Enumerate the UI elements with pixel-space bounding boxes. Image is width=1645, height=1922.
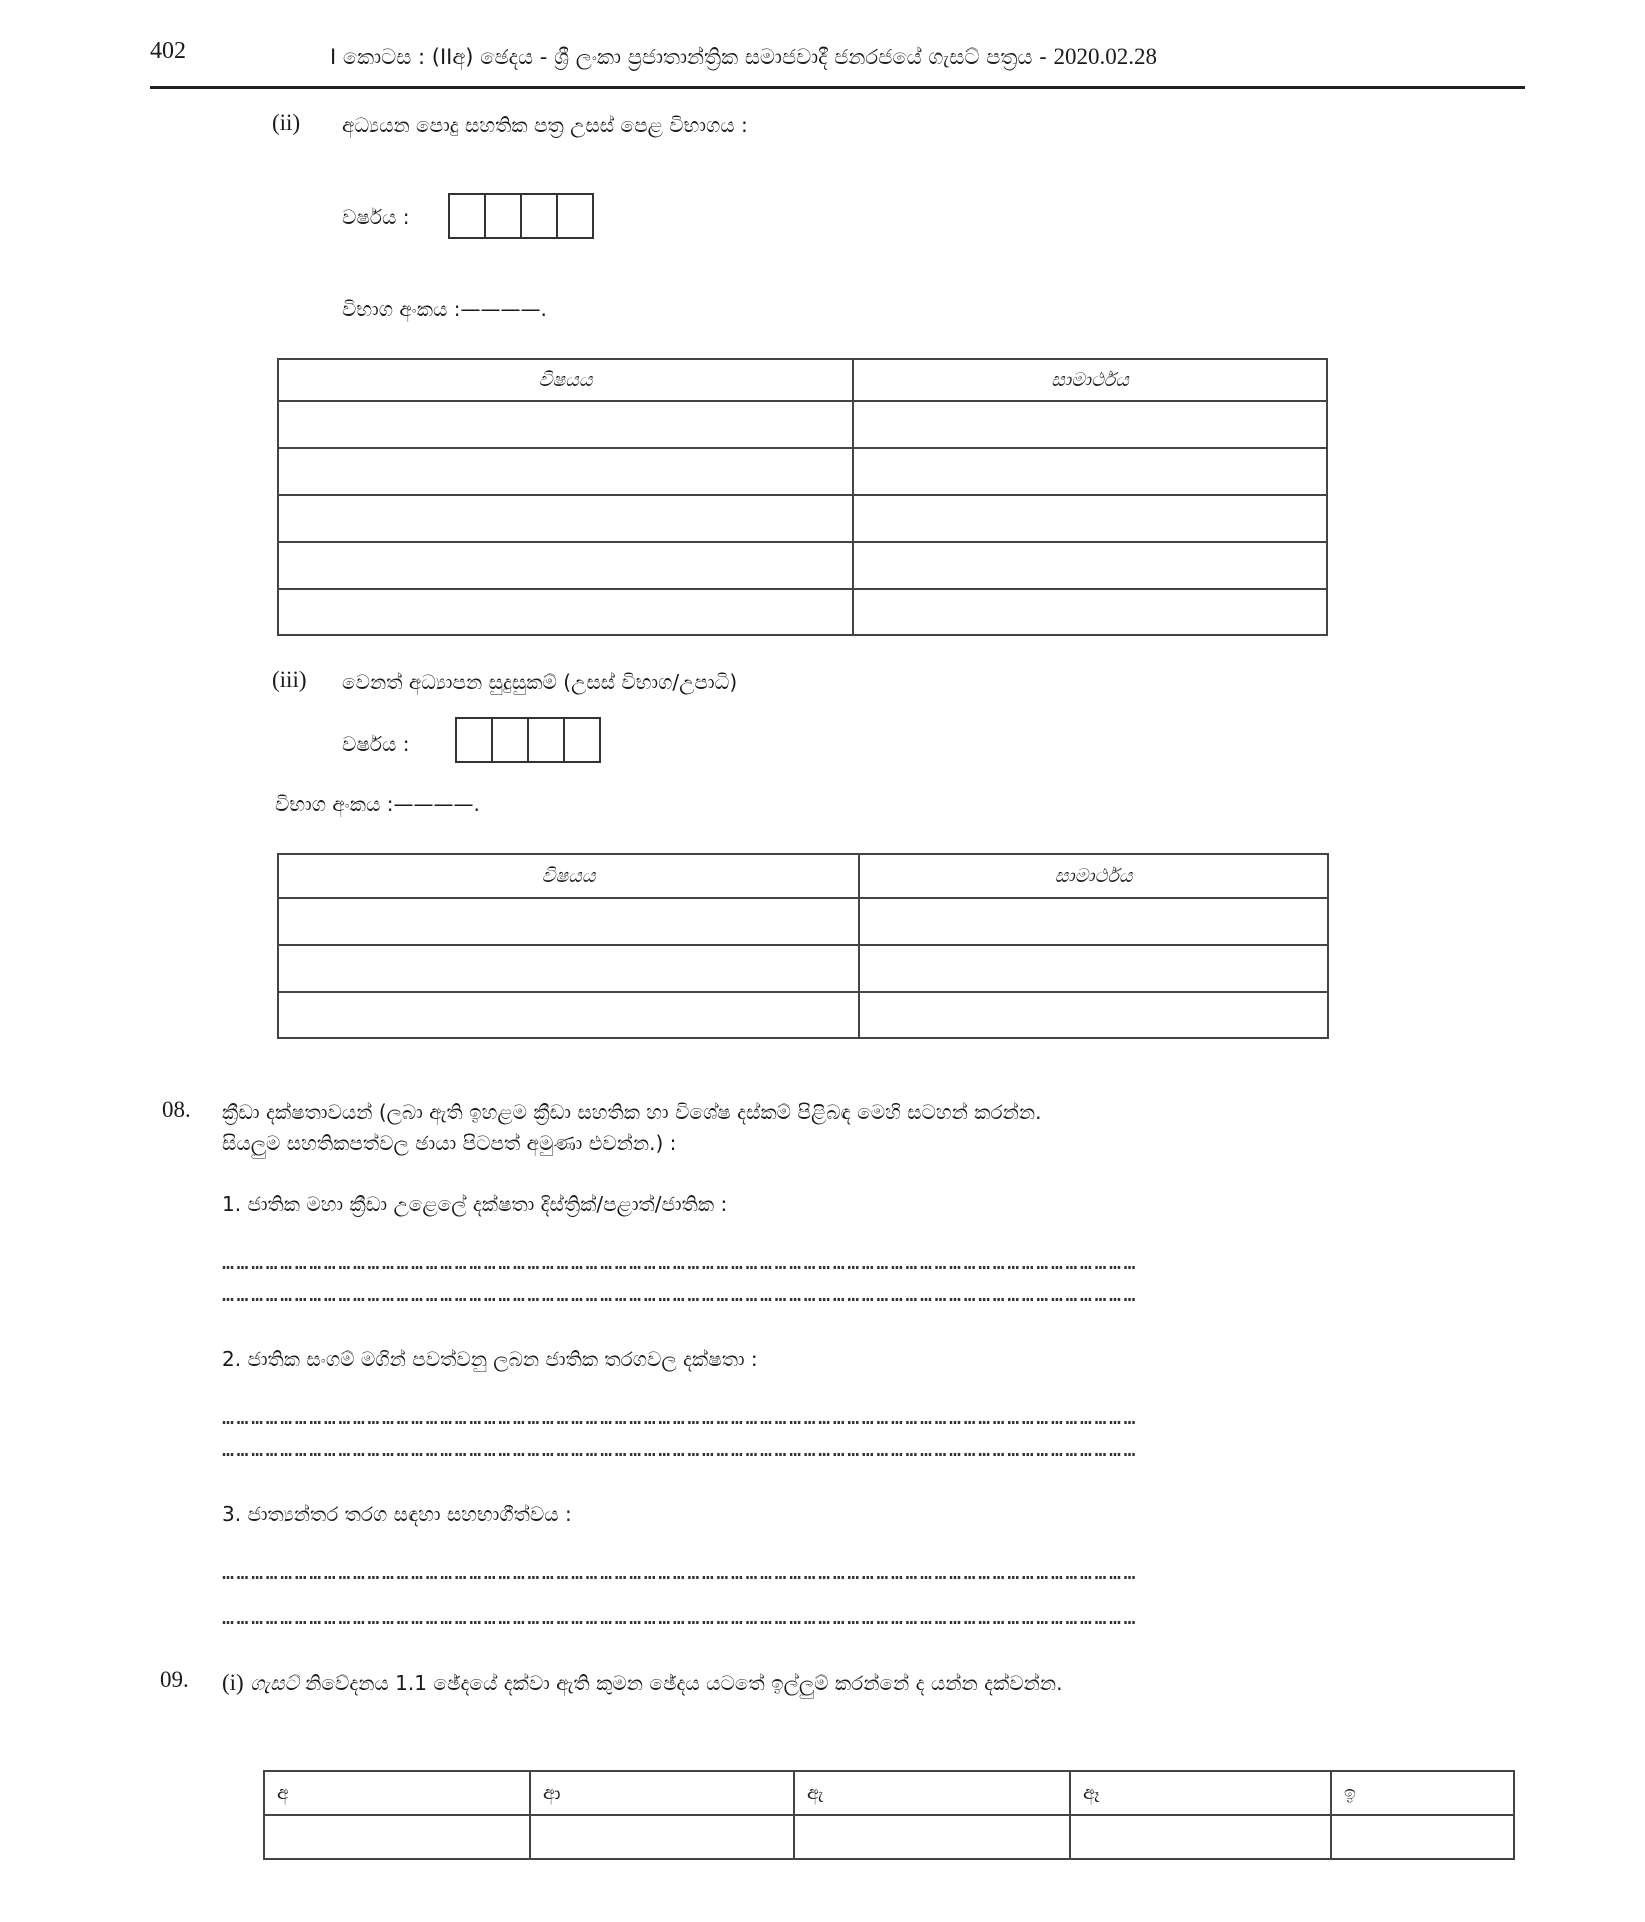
- table-row: [278, 542, 1327, 589]
- section-09-question-text: නිවේදනය 1.1 ඡේදයේ දක්වා ඇති කුමන ඡේදය යටතේ ඉල්ලුම් කරන්නේ ද යන්න දක්වන්න.: [298, 1671, 1063, 1695]
- gazette-word: ගැසට්: [250, 1671, 299, 1695]
- option-cell-ae[interactable]: [794, 1815, 1070, 1859]
- sports-item-1-dotted-line[interactable]: ………………………………………………………………………………………………………………………………………………………………………: [222, 1282, 1139, 1306]
- year-digit-box[interactable]: [522, 195, 558, 237]
- subject-cell[interactable]: [278, 542, 853, 589]
- column-header-result: සාමාර්ථය: [853, 359, 1327, 401]
- result-cell[interactable]: [859, 992, 1328, 1038]
- option-header-aa: ආ: [530, 1771, 794, 1815]
- header-title-text: I කොටස : (IIඅ) ඡෙදය - ශ්‍රී ලංකා ප්‍රජාතාන්ත්‍රික සමාජවාදී ජනරජයේ ගැසට් පත්‍රය -: [330, 45, 1054, 69]
- section-iii-title: වෙනත් අධ්‍යාපන සුදුසුකම් (උසස් විභාග/උපාධි): [342, 670, 738, 694]
- year-digit-box[interactable]: [486, 195, 522, 237]
- sports-item-3-label: 3. ජාත්‍යන්තර තරග සඳහා සහභාගීත්වය :: [222, 1502, 572, 1526]
- section-09-sub-number: (i): [222, 1670, 244, 1695]
- table-row: [278, 945, 1328, 992]
- sports-item-3-dotted-line[interactable]: ………………………………………………………………………………………………………………………………………………………………………: [222, 1605, 1139, 1629]
- section-09-question: [222, 1670, 1062, 1696]
- page-number: 402: [150, 38, 186, 64]
- table-row: [278, 495, 1327, 542]
- option-cell-i[interactable]: [1331, 1815, 1514, 1859]
- option-cell-aa[interactable]: [530, 1815, 794, 1859]
- sports-item-2-dotted-line[interactable]: ………………………………………………………………………………………………………………………………………………………………………: [222, 1405, 1139, 1429]
- sports-item-2-label: 2. ජාතික සංගම් මගින් පවත්වනු ලබන ජාතික තරගවල දක්ෂතා :: [222, 1347, 758, 1371]
- subject-cell[interactable]: [278, 898, 859, 945]
- subject-cell[interactable]: [278, 448, 853, 495]
- result-cell[interactable]: [859, 945, 1328, 992]
- option-header-a: අ: [264, 1771, 530, 1815]
- option-cell-a[interactable]: [264, 1815, 530, 1859]
- section-08-line-2: සියලුම සහතිකපත්වල ඡායා පිටපත් අමුණා එවන්න.) :: [222, 1131, 677, 1155]
- section-iii-exam-number-label: විභාග අංකය :————.: [275, 792, 480, 816]
- option-header-aee: ඈ: [1070, 1771, 1331, 1815]
- year-digit-box[interactable]: [565, 719, 599, 761]
- table-row: [278, 589, 1327, 635]
- column-header-subject: විෂයය: [278, 854, 859, 898]
- sports-item-2-dotted-line[interactable]: ………………………………………………………………………………………………………………………………………………………………………: [222, 1437, 1139, 1461]
- table-row: [278, 992, 1328, 1038]
- subject-cell[interactable]: [278, 945, 859, 992]
- section-09-number: 09.: [160, 1667, 189, 1692]
- table-row: [278, 448, 1327, 495]
- subject-cell[interactable]: [278, 992, 859, 1038]
- result-cell[interactable]: [859, 898, 1328, 945]
- year-digit-box[interactable]: [493, 719, 529, 761]
- option-cell-aee[interactable]: [1070, 1815, 1331, 1859]
- sports-item-1-dotted-line[interactable]: ………………………………………………………………………………………………………………………………………………………………………: [222, 1250, 1139, 1274]
- sports-item-3-dotted-line[interactable]: ………………………………………………………………………………………………………………………………………………………………………: [222, 1560, 1139, 1584]
- section-iii-year-label: වර්ෂය :: [342, 732, 410, 756]
- paragraph-options-table: [263, 1770, 1515, 1860]
- section-08-line-1: ක්‍රීඩා දක්ෂතාවයන් (ලබා ඇති ඉහළම ක්‍රීඩා සහතික හා විශේෂ දස්කම් පිළිබඳ මෙහි සටහන් කරන්න.: [222, 1100, 1042, 1124]
- year-digit-box[interactable]: [457, 719, 493, 761]
- table-row: [278, 401, 1327, 448]
- column-header-subject: විෂයය: [278, 359, 853, 401]
- result-cell[interactable]: [853, 495, 1327, 542]
- section-08-number: 08.: [162, 1097, 191, 1122]
- table-row: [278, 898, 1328, 945]
- subject-cell[interactable]: [278, 495, 853, 542]
- section-ii-results-table: [277, 358, 1328, 636]
- year-digit-box[interactable]: [558, 195, 592, 237]
- result-cell[interactable]: [853, 589, 1327, 635]
- section-ii-year-boxes[interactable]: [448, 193, 594, 239]
- option-header-ae: ඇ: [794, 1771, 1070, 1815]
- result-cell[interactable]: [853, 542, 1327, 589]
- year-digit-box[interactable]: [450, 195, 486, 237]
- header-date: 2020.02.28: [1053, 44, 1157, 69]
- header-rule: [150, 86, 1525, 89]
- sports-item-1-label: 1. ජාතික මහා ක්‍රීඩා උළෙලේ දක්ෂතා දිස්ත්‍රික්/පළාත්/ජාතික :: [222, 1192, 728, 1216]
- section-ii-number: (ii): [272, 110, 301, 135]
- section-iii-year-boxes[interactable]: [455, 717, 601, 763]
- section-iii-number: (iii): [272, 667, 307, 692]
- year-digit-box[interactable]: [529, 719, 565, 761]
- result-cell[interactable]: [853, 401, 1327, 448]
- section-iii-results-table: [277, 853, 1329, 1039]
- gazette-header-title: [330, 44, 1157, 70]
- section-ii-year-label: වර්ෂය :: [342, 205, 410, 229]
- section-ii-exam-number-label: විභාග අංකය :————.: [342, 297, 547, 321]
- subject-cell[interactable]: [278, 589, 853, 635]
- option-header-i: ඉ: [1331, 1771, 1514, 1815]
- column-header-result: සාමාර්ථය: [859, 854, 1328, 898]
- subject-cell[interactable]: [278, 401, 853, 448]
- result-cell[interactable]: [853, 448, 1327, 495]
- section-ii-title: අධ්‍යයන පොදු සහතික පත්‍ර උසස් පෙළ විභාගය :: [342, 113, 748, 137]
- table-row: [264, 1815, 1514, 1859]
